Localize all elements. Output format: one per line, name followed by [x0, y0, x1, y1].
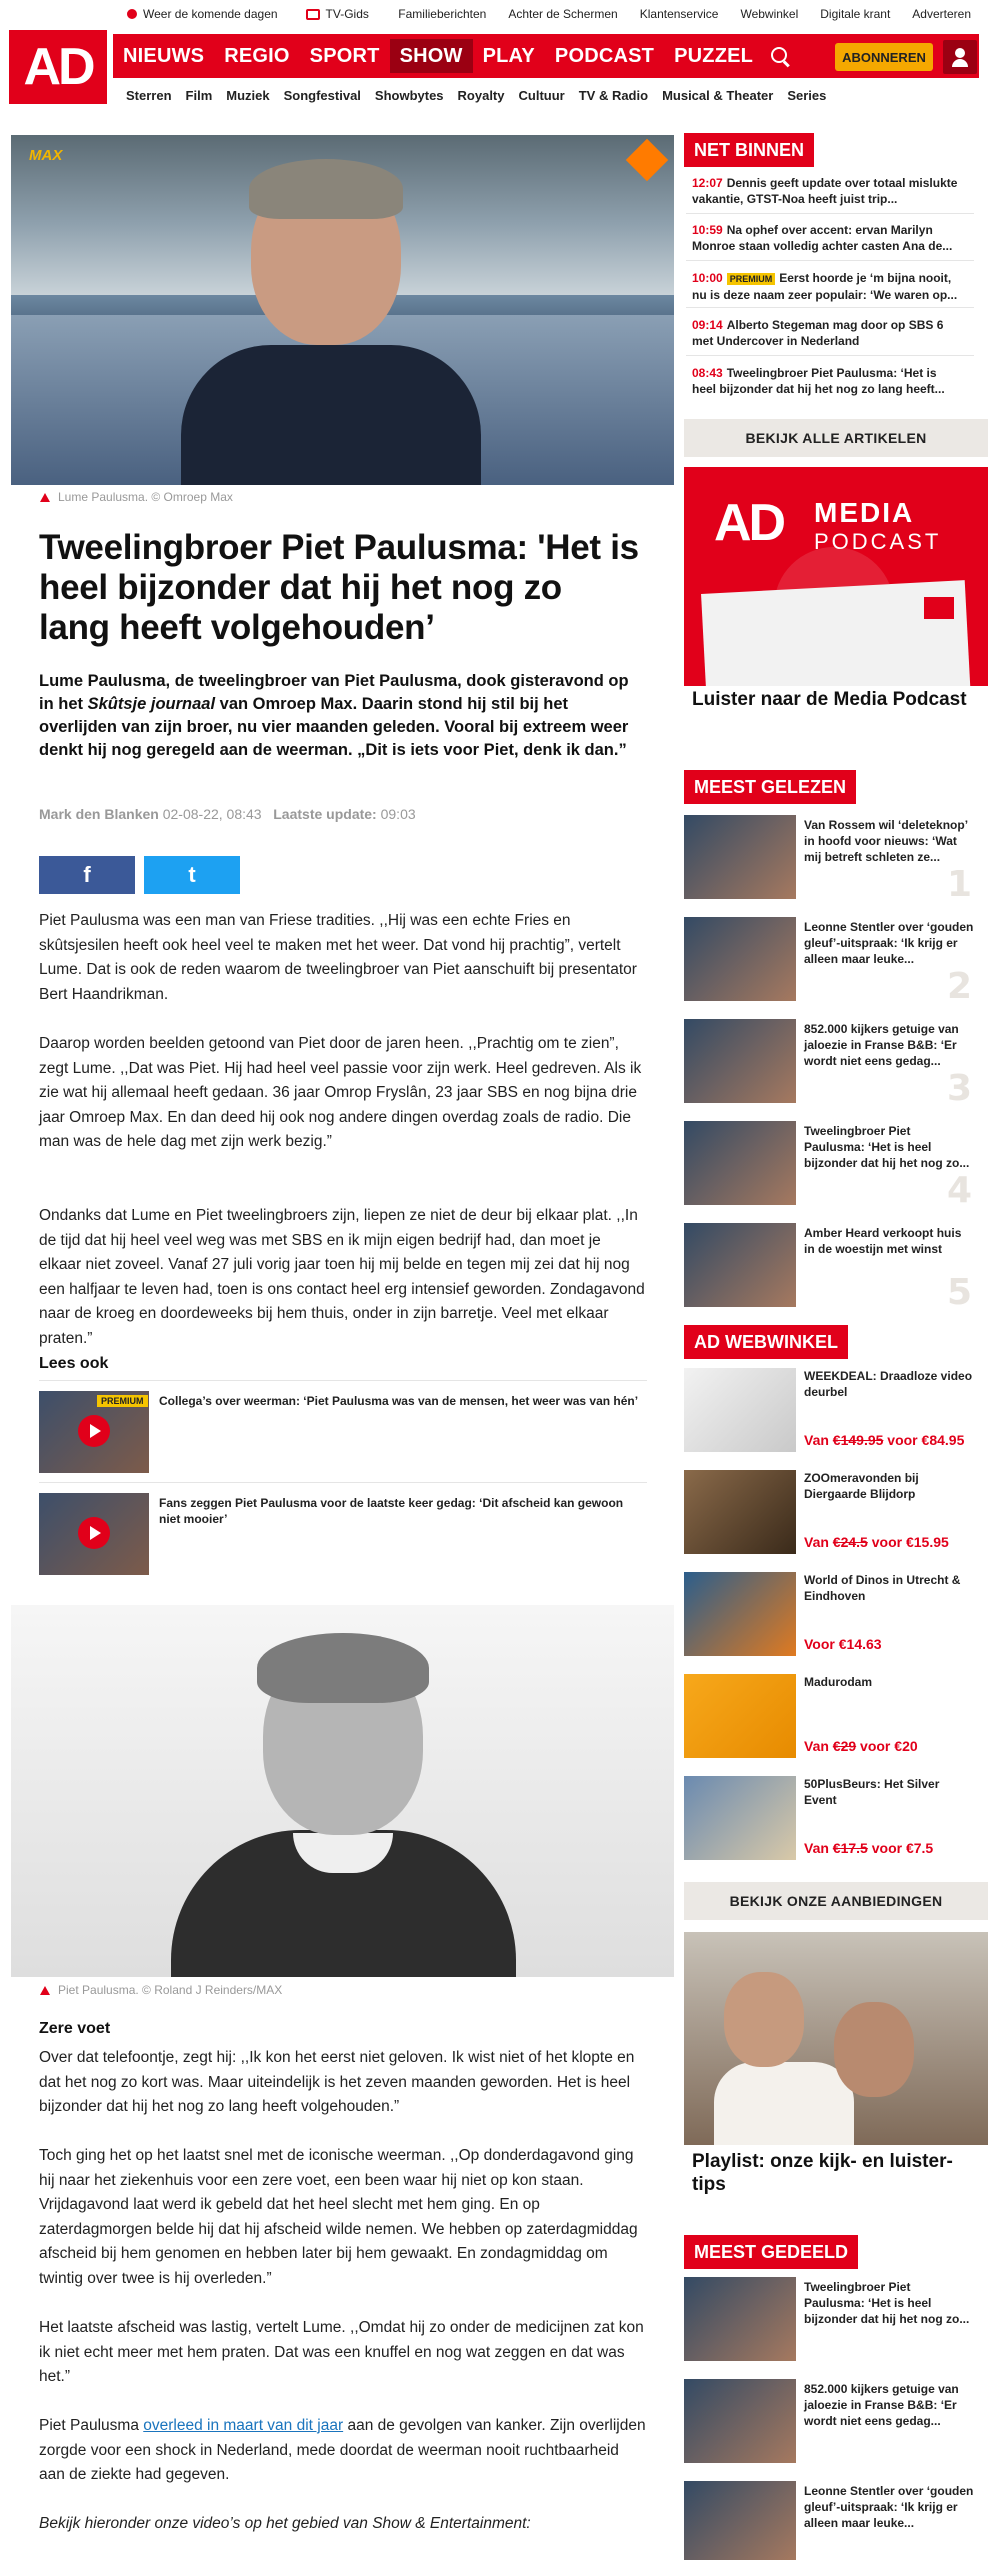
most-read-thumbnail: [684, 917, 796, 1001]
most-read-title: Amber Heard verkoopt huis in de woestijn met winst: [804, 1226, 962, 1256]
most-read-item[interactable]: [684, 815, 988, 907]
read-also-item[interactable]: [39, 1482, 647, 1577]
divider: [686, 213, 974, 214]
nav-item-puzzel[interactable]: PUZZEL: [674, 45, 754, 67]
new-price: €20: [894, 1738, 918, 1754]
old-price: €29: [832, 1738, 857, 1754]
article-paragraph: Ondanks dat Lume en Piet tweelingbroers zijn, liepen ze niet de deur bij elkaar plat. ,,In de tijd dat hij heel veel weg was met SBS en ik mijn eigen bedrijf had, dan moet je elkaar niet zoveel. Vanaf 27 juli vorig jaar toen hij mij belde en tegen mij zei dat hij nog een halfjaar te leven had, toen is ons contact heel erg intensief geworden. Zondagavond naar de kroeg en doordeweeks bij hem thuis, onder in zijn barretje. Veel met elkaar praten.”: [39, 1207, 645, 1347]
utility-right: [398, 7, 971, 21]
main-nav: [113, 34, 979, 78]
old-price: €24.5: [832, 1534, 868, 1550]
most-shared-item[interactable]: [684, 2379, 988, 2471]
shop-title: Madurodam: [804, 1675, 873, 1689]
old-price: €149.95: [832, 1432, 884, 1448]
shop-thumbnail: [684, 1674, 796, 1758]
share-twitter-button[interactable]: [144, 856, 240, 894]
read-also-title-text: Fans zeggen Piet Paulusma voor de laatste keer gedag: ‘Dit afscheid kan gewoon niet mooier’: [159, 1496, 624, 1526]
most-shared-item[interactable]: [684, 2277, 988, 2369]
new-price: €15.95: [905, 1534, 949, 1550]
update-time: 09:03: [380, 806, 416, 822]
most-read-title: Leonne Stentler over ‘gouden gleuf’-uitspraak: ‘Ik krijg er alleen maar leuke...: [804, 920, 974, 966]
most-read-item[interactable]: [684, 1223, 988, 1315]
subnav-item[interactable]: TV & Radio: [578, 88, 649, 103]
article-paragraph: Daarop worden beelden getoond van Piet door de jaren heen. ,,Prachtig om te zien”, zegt Lume. ,,Dat was Piet. Hij had heel veel passie voor zijn werk. Heel gedreven. Als ik zie wat hij allemaal heeft gedaan. 36 jaar Omrop Fryslân, 23 jaar SBS en nog bijna drie jaar Omroep Max. En dan deed hij ook nog andere dingen overdag zoals de radio. Die man was de hele dag met zijn werk bezig.”: [39, 1035, 642, 1150]
most-read-thumbnail: [684, 1121, 796, 1205]
tv-guide-label: TV-Gids: [325, 7, 369, 21]
price-prefix: Van: [804, 1738, 829, 1754]
max-logo: MAX: [29, 147, 63, 164]
nav-item-nieuws[interactable]: NIEUWS: [123, 45, 205, 67]
search-icon[interactable]: [769, 45, 791, 67]
subnav-item[interactable]: Royalty: [457, 88, 505, 103]
intro-text-2: van Omroep Max. Daarin stond hij stil bij het overlijden van zijn broer, nu vier maanden geleden. Vooral bij extreem weer denkt hij nog geregeld aan de weerman. „Dit is iets voor Piet, denk ik dan.”: [39, 695, 629, 759]
most-shared-thumbnail: [684, 2379, 796, 2463]
most-read-rank: 4: [946, 1170, 972, 1211]
podcast-media-label: MEDIA: [814, 497, 915, 528]
podcast-logo: AD: [714, 494, 784, 552]
premium-badge: PREMIUM: [97, 1395, 148, 1407]
intro-text-1: Lume Paulusma, de tweelingbroer van Piet Paulusma, dook gisteravond op in het: [39, 672, 629, 713]
net-binnen-time: 12:07: [692, 176, 723, 190]
most-read-rank: 1: [946, 864, 972, 905]
shop-price: [804, 1432, 964, 1448]
shop-title: World of Dinos in Utrecht & Eindhoven: [804, 1573, 961, 1603]
offers-button[interactable]: BEKIJK ONZE AANBIEDINGEN: [684, 1882, 988, 1920]
shop-thumbnail: [684, 1572, 796, 1656]
logo-text: AD: [23, 38, 93, 96]
shop-price: Voor €14.63: [804, 1636, 882, 1652]
nav-item-sport[interactable]: SPORT: [309, 45, 380, 67]
subnav-item[interactable]: Showbytes: [374, 88, 444, 103]
price-mid: voor: [887, 1432, 918, 1448]
article-paragraph: Piet Paulusma was een man van Friese tradities. ,,Hij was een echte Fries en skûtsjesilen heeft ook heel veel te maken met het weer. Dat vond hij prachtig”, vertelt Lume. Dat is ook de reden waarom de tweelingbroer van Piet aanschuift bij presentator Bert Haandrikman.: [39, 912, 637, 1003]
net-binnen-item[interactable]: [692, 317, 962, 349]
byline: [39, 806, 416, 822]
play-icon: [78, 1415, 110, 1447]
subnav-item[interactable]: Sterren: [126, 88, 172, 103]
shop-item[interactable]: [684, 1368, 988, 1460]
subnav-item[interactable]: Songfestival: [283, 88, 361, 103]
net-binnen-item[interactable]: [692, 365, 962, 397]
net-binnen-title: Alberto Stegeman mag door op SBS 6 met Undercover in Nederland: [692, 318, 944, 348]
article-paragraph: Toch ging het op het laatst snel met de iconische weerman. ,,Op donderdagavond ging hij naar het ziekenhuis voor een zere voet, een been waar hij niet op kon staan. Vrijdagavond laat werd ik gebeld dat het heel slecht met hem ging. En op zaterdagmorgen belde hij dat hij afscheid wilde nemen. We hebben op zaterdagmiddag afscheid bij hem genomen en hebben later bij hem gewaakt. En zondagmiddag om twintig over twee is hij overleden.”: [39, 2147, 638, 2287]
nav-item-show[interactable]: SHOW: [390, 39, 473, 73]
caption-triangle-icon: [40, 1986, 50, 1995]
portrait-caption: Piet Paulusma. © Roland J Reinders/MAX: [58, 1983, 283, 1997]
meest-gelezen-label: MEEST GELEZEN: [684, 770, 856, 804]
subscribe-button[interactable]: ABONNEREN: [835, 43, 933, 71]
tv-icon: [306, 9, 320, 20]
portrait-image: [11, 1605, 674, 1977]
most-read-title: 852.000 kijkers getuige van jaloezie in Franse B&B: ‘Er wordt niet eens gedag...: [804, 1022, 959, 1068]
tv-guide-link[interactable]: [306, 7, 369, 21]
shop-price: [804, 1738, 918, 1754]
shop-price: [804, 1534, 949, 1550]
sun-icon: [127, 9, 137, 19]
net-binnen-title: Tweelingbroer Piet Paulusma: ‘Het is heel bijzonder dat hij het nog zo lang heeft...: [692, 366, 945, 396]
article-headline: Tweelingbroer Piet Paulusma: 'Het is heel bijzonder dat hij het nog zo lang heeft volgehouden’: [39, 528, 639, 647]
net-binnen-label: NET BINNEN: [684, 133, 814, 167]
article-paragraph: [39, 2414, 647, 2488]
twitter-icon: t: [188, 862, 196, 887]
read-also-title-text: Collega’s over weerman: ‘Piet Paulusma was van de mensen, het weer was van hén’: [159, 1394, 639, 1408]
shop-thumbnail: [684, 1368, 796, 1452]
top-utility-bar: [0, 0, 1001, 30]
hero-image: [11, 135, 674, 485]
shop-title: 50PlusBeurs: Het Silver Event: [804, 1777, 940, 1807]
utility-link-familieberichten[interactable]: Familieberichten: [398, 7, 487, 21]
caption-triangle-icon: [40, 493, 50, 502]
portrait-hair: [257, 1633, 429, 1703]
final-text-1: Piet Paulusma: [39, 2417, 144, 2434]
net-binnen-item[interactable]: [692, 175, 962, 207]
article-paragraph: Over dat telefoontje, zegt hij: ,,Ik kon het eerst niet geloven. Ik wist niet of het klopte en dat het nog zo kort was. Maar uiteindelijk is het zeven maanden geworden. Het is heel bijzonder dat hij het nog zo lang heeft volgehouden.”: [39, 2049, 635, 2115]
hero-shirt: [181, 345, 481, 485]
net-binnen-item[interactable]: [692, 270, 962, 303]
new-price: €7.5: [905, 1840, 934, 1856]
podcast-sub-label: PODCAST: [814, 529, 942, 554]
video-note: [39, 2512, 647, 2537]
nav-item-play[interactable]: PLAY: [482, 45, 535, 67]
shop-title: ZOOmeravonden bij Diergaarde Blijdorp: [804, 1471, 919, 1501]
most-read-rank: 2: [946, 966, 972, 1007]
nav-item-podcast[interactable]: PODCAST: [554, 45, 655, 67]
section-title: Zere voet: [39, 2020, 111, 2037]
most-read-rank: 3: [946, 1068, 972, 1109]
utility-link-achter-de-schermen[interactable]: Achter de Schermen: [508, 7, 618, 21]
shop-item[interactable]: [684, 1470, 988, 1562]
most-shared-thumbnail: [684, 2277, 796, 2361]
final-text-2: aan de gevolgen van kanker. Zijn overlijden zorgde voor een shock in Nederland, mede doordat de weerman nooit ruchtbaarheid aan de ziekte had gegeven.: [39, 2417, 646, 2483]
subnav-item[interactable]: Film: [185, 88, 213, 103]
most-shared-title: Leonne Stentler over ‘gouden gleuf’-uitspraak: ‘Ik krijg er alleen maar leuke...: [804, 2484, 974, 2530]
most-shared-title: 852.000 kijkers getuige van jaloezie in Franse B&B: ‘Er wordt niet eens gedag...: [804, 2382, 959, 2428]
divider: [686, 355, 974, 356]
subnav-item[interactable]: Series: [787, 88, 827, 103]
site-logo[interactable]: [9, 30, 107, 104]
subnav-item[interactable]: Musical & Theater: [662, 88, 774, 103]
shop-item[interactable]: [684, 1674, 988, 1766]
nav-item-regio[interactable]: REGIO: [224, 45, 290, 67]
weather-label: Weer de komende dagen: [143, 7, 278, 21]
most-read-thumbnail: [684, 1019, 796, 1103]
shop-thumbnail: [684, 1470, 796, 1554]
most-shared-title: Tweelingbroer Piet Paulusma: ‘Het is heel bijzonder dat hij het nog zo...: [804, 2280, 970, 2326]
article-paragraph: Het laatste afscheid was lastig, vertelt Lume. ,,Omdat hij zo onder de medicijnen zat kon ik niet echt meer met hem praten. Dat was een knuffel en nog wat zeggen en dat was het.”: [39, 2319, 644, 2385]
video-note-text: Bekijk hieronder onze video’s op het gebied van Show & Entertainment:: [39, 2515, 531, 2532]
most-read-rank: 5: [946, 1272, 972, 1313]
utility-link-digitale-krant[interactable]: Digitale krant: [820, 7, 891, 21]
publish-date: 02-08-22, 08:43: [162, 806, 262, 822]
most-read-item[interactable]: [684, 917, 988, 1009]
article-intro: [39, 670, 639, 762]
price-prefix: Van: [804, 1840, 829, 1856]
price-mid: voor: [871, 1534, 903, 1550]
net-binnen-time: 08:43: [692, 366, 723, 380]
subnav-item[interactable]: Cultuur: [518, 88, 565, 103]
play-icon: [78, 1517, 110, 1549]
most-shared-item[interactable]: [684, 2481, 988, 2560]
sub-nav: [126, 88, 826, 103]
author-name[interactable]: Mark den Blanken: [39, 806, 159, 822]
divider: [686, 260, 974, 261]
newspaper-logo: [924, 597, 954, 619]
net-binnen-time: 09:14: [692, 318, 723, 332]
price-mid: voor: [860, 1738, 891, 1754]
hero-caption: Lume Paulusma. © Omroep Max: [58, 490, 233, 504]
intro-emphasis: Skûtsje journaal: [87, 695, 216, 713]
most-read-thumbnail: [684, 815, 796, 899]
share-facebook-button[interactable]: [39, 856, 135, 894]
most-read-title: Van Rossem wil ‘deleteknop’ in hoofd voor nieuws: ‘Wat mij betreft schleten ze...: [804, 818, 968, 864]
read-also-title: Lees ook: [39, 1355, 109, 1372]
shop-thumbnail: [684, 1776, 796, 1860]
net-binnen-title: Eerst hoorde je ‘m bijna nooit, nu is deze naam zeer populair: ‘We waren op...: [692, 271, 958, 302]
utility-link-adverteren[interactable]: Adverteren: [912, 7, 971, 21]
net-binnen-time: 10:00: [692, 271, 723, 285]
update-label: Laatste update:: [273, 806, 377, 822]
weather-link[interactable]: [127, 7, 278, 21]
utility-link-webwinkel[interactable]: Webwinkel: [740, 7, 799, 21]
most-read-item[interactable]: [684, 1121, 988, 1213]
hero-person: [181, 145, 481, 485]
premium-badge: PREMIUM: [727, 273, 776, 285]
net-binnen-item[interactable]: [692, 222, 962, 254]
webwinkel-label: AD WEBWINKEL: [684, 1325, 848, 1359]
utility-left: [127, 7, 369, 21]
facebook-icon: f: [83, 862, 91, 887]
divider: [686, 307, 974, 308]
price-prefix: Van: [804, 1534, 829, 1550]
shop-price: [804, 1840, 933, 1856]
most-read-title: Tweelingbroer Piet Paulusma: ‘Het is heel bijzonder dat hij het nog zo...: [804, 1124, 970, 1170]
net-binnen-time: 10:59: [692, 223, 723, 237]
price-prefix: Van: [804, 1432, 829, 1448]
playlist-title[interactable]: Playlist: onze kijk- en luister-tips: [692, 2151, 953, 2195]
hero-hair: [249, 159, 403, 219]
most-read-item[interactable]: [684, 1019, 988, 1111]
new-price: €84.95: [921, 1432, 965, 1448]
playlist-image[interactable]: [684, 1932, 988, 2145]
account-icon[interactable]: [943, 40, 977, 74]
podcast-promo[interactable]: [684, 467, 988, 686]
shop-item[interactable]: [684, 1776, 988, 1868]
utility-link-klantenservice[interactable]: Klantenservice: [639, 7, 719, 21]
playlist-face: [724, 1972, 804, 2067]
podcast-title[interactable]: Luister naar de Media Podcast: [692, 689, 967, 710]
subnav-item[interactable]: Muziek: [226, 88, 270, 103]
most-read-thumbnail: [684, 1223, 796, 1307]
price-mid: voor: [871, 1840, 903, 1856]
old-price: €17.5: [832, 1840, 868, 1856]
shop-item[interactable]: [684, 1572, 988, 1664]
article-inline-link[interactable]: overleed in maart van dit jaar: [143, 2417, 344, 2434]
net-binnen-title: Na ophef over accent: ervan Marilyn Monroe staan volledig achter casten Ana de...: [692, 223, 953, 253]
playlist-figure: [714, 2062, 854, 2145]
all-articles-button[interactable]: BEKIJK ALLE ARTIKELEN: [684, 419, 988, 457]
shop-title: WEEKDEAL: Draadloze video deurbel: [804, 1369, 973, 1399]
most-shared-thumbnail: [684, 2481, 796, 2560]
playlist-face: [834, 2002, 914, 2097]
net-binnen-title: Dennis geeft update over totaal mislukte vakantie, GTST-Noa heeft juist trip...: [692, 176, 958, 206]
meest-gedeeld-label: MEEST GEDEELD: [684, 2235, 858, 2269]
read-also-item[interactable]: [39, 1380, 647, 1475]
